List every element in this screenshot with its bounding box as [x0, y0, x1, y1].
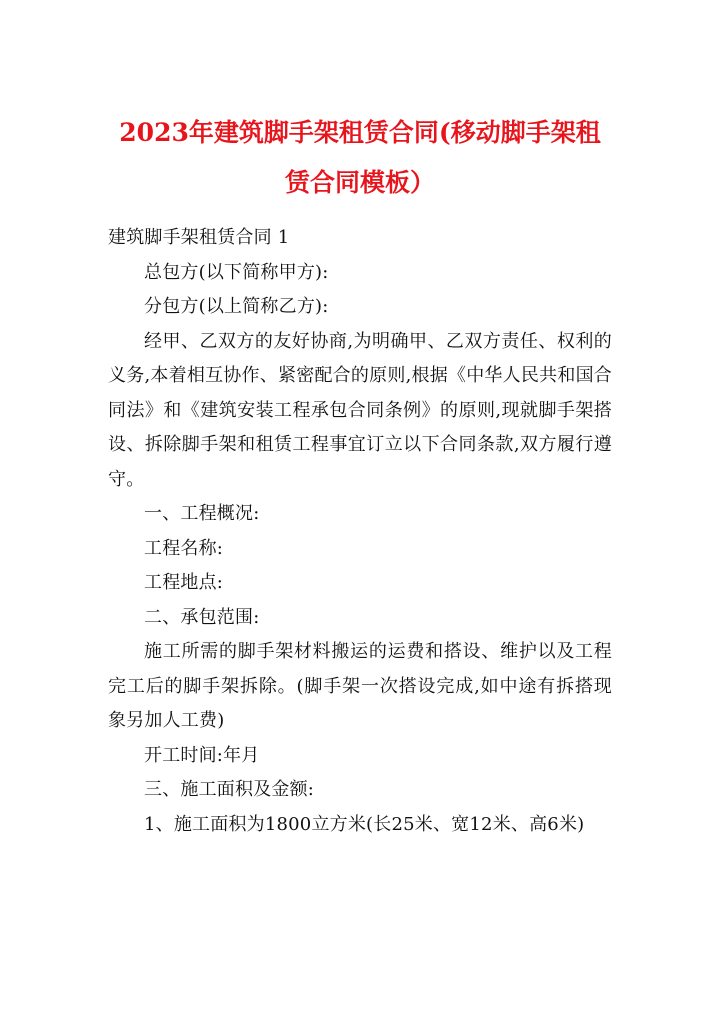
- contract-heading: 建筑脚手架租赁合同 1: [108, 227, 290, 248]
- area-item-1: 1、施工面积为1800立方米(长25米、宽12米、高6米): [144, 813, 585, 835]
- title-line-1: 2023年建筑脚手架租赁合同(移动脚手架租: [119, 118, 601, 147]
- document-body: [108, 221, 612, 842]
- preamble-paragraph: 经甲、乙双方的友好协商,为明确甲、乙双方责任、权利的义务,本着相互协作、紧密配合的原则,根据《中华人民共和国合同法》和《建筑安装工程承包合同条例》的原则,现就脚手架搭设、拆除脚手架和租赁工程事宜订立以下合同条款,双方履行遵守。: [108, 330, 612, 490]
- document-title: [90, 108, 630, 208]
- section-heading-3: 三、施工面积及金额:: [144, 779, 315, 800]
- party-a-line: 总包方(以下简称甲方):: [144, 261, 329, 283]
- title-line-2: 赁合同模板）: [284, 168, 435, 197]
- project-location-field: 工程地点:: [144, 572, 224, 593]
- section-heading-2: 二、承包范围:: [144, 606, 260, 628]
- party-b-line: 分包方(以上简称乙方):: [144, 296, 329, 317]
- scope-paragraph: 施工所需的脚手架材料搬运的运费和搭设、维护以及工程完工后的脚手架拆除。(脚手架一次搭设完成,如中途有拆搭现象另加人工费): [108, 641, 612, 731]
- project-name-field: 工程名称:: [144, 537, 224, 559]
- section-heading-1: 一、工程概况:: [144, 503, 260, 524]
- start-time-line: 开工时间:年月: [144, 744, 260, 766]
